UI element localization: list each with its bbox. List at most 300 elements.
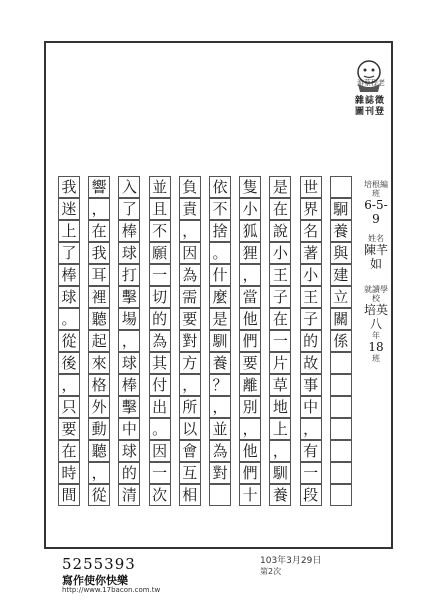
grid-cell bbox=[149, 220, 171, 242]
essay-char: 格 bbox=[91, 376, 107, 394]
essay-char: ， bbox=[212, 398, 228, 416]
grid-cell bbox=[88, 242, 110, 264]
essay-char: 是 bbox=[272, 178, 288, 196]
grid-cell bbox=[88, 264, 110, 286]
essay-column bbox=[88, 176, 110, 511]
grid-cell bbox=[88, 198, 110, 220]
essay-char: 對 bbox=[182, 332, 198, 350]
grid-cell bbox=[239, 484, 261, 506]
footer-brand: 寫作使你快樂 bbox=[62, 574, 128, 587]
essay-char: 願 bbox=[152, 244, 168, 262]
essay-char: 上 bbox=[61, 222, 77, 240]
grid-cell bbox=[330, 330, 352, 352]
grid-cell bbox=[239, 352, 261, 374]
grid-cell bbox=[179, 308, 201, 330]
grid-cell bbox=[149, 418, 171, 440]
essay-char: 了 bbox=[121, 200, 137, 218]
grid-cell bbox=[239, 198, 261, 220]
essay-char: 要 bbox=[242, 354, 258, 372]
grid-cell bbox=[58, 220, 80, 242]
essay-char: 負 bbox=[182, 178, 198, 196]
essay-char: 世 bbox=[303, 178, 319, 196]
essay-char: 故 bbox=[303, 354, 319, 372]
grid-cell bbox=[300, 462, 322, 484]
grid-cell bbox=[209, 330, 231, 352]
essay-writing-grid bbox=[58, 176, 358, 511]
grid-cell bbox=[269, 176, 291, 198]
grid-cell bbox=[330, 462, 352, 484]
essay-char: 子 bbox=[303, 310, 319, 328]
essay-column bbox=[300, 176, 322, 511]
grid-cell bbox=[300, 352, 322, 374]
essay-char: 棒 bbox=[61, 266, 77, 284]
grid-cell bbox=[58, 198, 80, 220]
grid-cell bbox=[239, 418, 261, 440]
grid-cell bbox=[149, 264, 171, 286]
essay-char: 相 bbox=[182, 486, 198, 504]
essay-char: 球 bbox=[121, 442, 137, 460]
essay-char: ， bbox=[303, 420, 319, 438]
essay-char: 上 bbox=[272, 420, 288, 438]
grid-cell bbox=[269, 352, 291, 374]
grid-cell bbox=[239, 264, 261, 286]
essay-char: 並 bbox=[212, 420, 228, 438]
grid-cell bbox=[118, 352, 140, 374]
essay-char: 球 bbox=[121, 354, 137, 372]
grid-cell bbox=[88, 286, 110, 308]
essay-char: 養 bbox=[272, 486, 288, 504]
essay-char: 一 bbox=[303, 464, 319, 482]
grid-cell bbox=[330, 418, 352, 440]
grid-cell bbox=[209, 308, 231, 330]
essay-column bbox=[179, 176, 201, 511]
essay-char: 王 bbox=[303, 288, 319, 306]
grid-cell bbox=[269, 462, 291, 484]
grid-cell bbox=[88, 374, 110, 396]
grid-cell bbox=[209, 352, 231, 374]
grid-cell bbox=[58, 264, 80, 286]
essay-char: 馴 bbox=[212, 332, 228, 350]
essay-char: 為 bbox=[182, 266, 198, 284]
grid-cell bbox=[179, 418, 201, 440]
essay-char: 在 bbox=[61, 442, 77, 460]
essay-char: 在 bbox=[91, 222, 107, 240]
grid-cell bbox=[88, 220, 110, 242]
essay-char: 球 bbox=[61, 288, 77, 306]
essay-char: 與 bbox=[333, 244, 349, 262]
grid-cell bbox=[58, 396, 80, 418]
grid-cell bbox=[58, 330, 80, 352]
essay-char: 地 bbox=[272, 398, 288, 416]
essay-char: 方 bbox=[182, 354, 198, 372]
essay-char: 間 bbox=[61, 486, 77, 504]
essay-char: 別 bbox=[242, 398, 258, 416]
essay-char: 中 bbox=[303, 398, 319, 416]
essay-char: 當 bbox=[242, 288, 258, 306]
essay-char: 對 bbox=[212, 464, 228, 482]
grid-cell bbox=[269, 242, 291, 264]
class-value: 6-5-9 bbox=[364, 198, 388, 226]
grid-cell bbox=[300, 396, 322, 418]
grid-cell bbox=[300, 308, 322, 330]
essay-char: 小 bbox=[272, 244, 288, 262]
grid-cell bbox=[58, 418, 80, 440]
essay-char: ， bbox=[91, 464, 107, 482]
grid-cell bbox=[179, 286, 201, 308]
grid-cell bbox=[239, 462, 261, 484]
grid-cell bbox=[209, 396, 231, 418]
grid-cell bbox=[330, 286, 352, 308]
stamp-caption: 游蔡程老 bbox=[357, 79, 385, 87]
stamp-title: 雜誌徵圖刊登 bbox=[354, 96, 385, 117]
grid-cell bbox=[269, 396, 291, 418]
essay-char: 他 bbox=[242, 442, 258, 460]
grid-cell bbox=[269, 374, 291, 396]
grid-cell bbox=[88, 176, 110, 198]
essay-char: 耳 bbox=[91, 266, 107, 284]
essay-char: 聽 bbox=[91, 442, 107, 460]
essay-char: 來 bbox=[91, 354, 107, 372]
essay-column bbox=[149, 176, 171, 511]
grid-cell bbox=[58, 286, 80, 308]
grid-cell bbox=[88, 352, 110, 374]
grid-cell bbox=[58, 352, 80, 374]
grid-cell bbox=[239, 308, 261, 330]
footer-date: 103年3月29日 bbox=[260, 556, 322, 566]
footer-code: 5255393 bbox=[62, 555, 136, 573]
grid-cell bbox=[179, 484, 201, 506]
grid-cell bbox=[330, 352, 352, 374]
grid-cell bbox=[209, 242, 231, 264]
essay-char: 迷 bbox=[61, 200, 77, 218]
grid-cell bbox=[149, 374, 171, 396]
essay-char: 場 bbox=[121, 310, 137, 328]
class-number: 18 bbox=[368, 340, 384, 354]
essay-char: 係 bbox=[333, 332, 349, 350]
grid-cell bbox=[118, 462, 140, 484]
grid-cell bbox=[269, 220, 291, 242]
student-info-column bbox=[362, 180, 390, 363]
grid-cell bbox=[118, 286, 140, 308]
grid-cell bbox=[269, 484, 291, 506]
essay-char: 聽 bbox=[91, 310, 107, 328]
essay-char: 事 bbox=[303, 376, 319, 394]
essay-char: 擊 bbox=[121, 288, 137, 306]
grid-cell bbox=[330, 484, 352, 506]
essay-char: 因 bbox=[152, 442, 168, 460]
grid-cell bbox=[300, 440, 322, 462]
essay-char: 裡 bbox=[91, 288, 107, 306]
grid-cell bbox=[149, 242, 171, 264]
grid-cell bbox=[239, 176, 261, 198]
grid-cell bbox=[149, 352, 171, 374]
essay-char: ？ bbox=[212, 376, 228, 394]
essay-char: 在 bbox=[272, 200, 288, 218]
grid-cell bbox=[239, 330, 261, 352]
essay-char: 出 bbox=[152, 398, 168, 416]
grid-cell bbox=[300, 484, 322, 506]
essay-char: 互 bbox=[182, 464, 198, 482]
essay-char: 不 bbox=[212, 200, 228, 218]
essay-char: 清 bbox=[121, 486, 137, 504]
grid-cell bbox=[179, 330, 201, 352]
grid-cell bbox=[239, 396, 261, 418]
grid-cell bbox=[179, 440, 201, 462]
essay-char: 說 bbox=[272, 222, 288, 240]
grid-cell bbox=[330, 440, 352, 462]
essay-char: ， bbox=[242, 420, 258, 438]
grid-cell bbox=[118, 220, 140, 242]
grid-cell bbox=[179, 198, 201, 220]
grid-cell bbox=[149, 286, 171, 308]
essay-char: 會 bbox=[182, 442, 198, 460]
essay-char: 名 bbox=[303, 222, 319, 240]
essay-char: 時 bbox=[61, 464, 77, 482]
essay-char: 在 bbox=[272, 310, 288, 328]
grid-cell bbox=[209, 374, 231, 396]
grid-cell bbox=[300, 418, 322, 440]
essay-char: 入 bbox=[121, 178, 137, 196]
grid-cell bbox=[209, 286, 231, 308]
essay-char: 從 bbox=[91, 486, 107, 504]
grid-cell bbox=[118, 198, 140, 220]
essay-char: 。 bbox=[61, 310, 77, 328]
essay-char: 不 bbox=[152, 222, 168, 240]
grid-cell bbox=[300, 374, 322, 396]
grid-cell bbox=[330, 396, 352, 418]
essay-char: 我 bbox=[61, 178, 77, 196]
essay-char: 養 bbox=[212, 354, 228, 372]
grid-cell bbox=[149, 198, 171, 220]
school-value: 培英 bbox=[363, 303, 388, 317]
grid-cell bbox=[149, 484, 171, 506]
essay-char: ， bbox=[242, 266, 258, 284]
essay-char: 小 bbox=[242, 200, 258, 218]
grid-cell bbox=[209, 220, 231, 242]
grid-cell bbox=[209, 440, 231, 462]
grid-cell bbox=[300, 264, 322, 286]
grid-cell bbox=[118, 242, 140, 264]
essay-char: 次 bbox=[152, 486, 168, 504]
grid-cell bbox=[149, 462, 171, 484]
essay-char: 一 bbox=[152, 266, 168, 284]
essay-char: 麼 bbox=[212, 288, 228, 306]
essay-char: 隻 bbox=[242, 178, 258, 196]
essay-char: 一 bbox=[272, 332, 288, 350]
essay-char: 以 bbox=[182, 420, 198, 438]
grid-cell bbox=[300, 198, 322, 220]
grid-cell bbox=[239, 242, 261, 264]
grid-cell bbox=[209, 484, 231, 506]
grid-cell bbox=[330, 176, 352, 198]
essay-char: 的 bbox=[303, 332, 319, 350]
essay-column bbox=[209, 176, 231, 511]
grid-cell bbox=[118, 308, 140, 330]
grid-cell bbox=[269, 198, 291, 220]
grid-cell bbox=[269, 418, 291, 440]
essay-char: 界 bbox=[303, 200, 319, 218]
essay-char: 責 bbox=[182, 200, 198, 218]
grid-cell bbox=[209, 176, 231, 198]
essay-char: 從 bbox=[61, 332, 77, 350]
essay-char: 建 bbox=[333, 266, 349, 284]
grid-cell bbox=[209, 418, 231, 440]
grid-cell bbox=[239, 440, 261, 462]
essay-char: 狸 bbox=[242, 244, 258, 262]
grid-cell bbox=[300, 330, 322, 352]
essay-char: 的 bbox=[121, 464, 137, 482]
grid-cell bbox=[58, 176, 80, 198]
grid-cell bbox=[269, 330, 291, 352]
grid-cell bbox=[58, 242, 80, 264]
essay-column bbox=[330, 176, 352, 511]
essay-char: 起 bbox=[91, 332, 107, 350]
grid-cell bbox=[179, 462, 201, 484]
essay-char: 駉 bbox=[333, 200, 349, 218]
grid-cell bbox=[88, 484, 110, 506]
essay-char: 打 bbox=[121, 266, 137, 284]
grid-cell bbox=[330, 374, 352, 396]
grid-cell bbox=[269, 286, 291, 308]
essay-char: 片 bbox=[272, 354, 288, 372]
grid-cell bbox=[118, 440, 140, 462]
essay-column bbox=[269, 176, 291, 511]
essay-char: 段 bbox=[303, 486, 319, 504]
essay-char: 著 bbox=[303, 244, 319, 262]
grid-cell bbox=[300, 286, 322, 308]
grid-cell bbox=[330, 308, 352, 330]
essay-column bbox=[239, 176, 261, 511]
essay-char: 們 bbox=[242, 332, 258, 350]
grid-cell bbox=[179, 374, 201, 396]
grid-cell bbox=[179, 220, 201, 242]
essay-char: 且 bbox=[152, 200, 168, 218]
essay-char: 依 bbox=[212, 178, 228, 196]
grid-cell bbox=[300, 242, 322, 264]
footer-page: 第2次 bbox=[260, 567, 282, 576]
essay-char: 了 bbox=[61, 244, 77, 262]
grid-cell bbox=[179, 352, 201, 374]
grid-cell bbox=[88, 440, 110, 462]
essay-char: ， bbox=[121, 332, 137, 350]
grid-cell bbox=[239, 286, 261, 308]
grid-cell bbox=[209, 264, 231, 286]
essay-char: 他 bbox=[242, 310, 258, 328]
essay-char: 並 bbox=[152, 178, 168, 196]
essay-char: 所 bbox=[182, 398, 198, 416]
grid-cell bbox=[58, 462, 80, 484]
essay-char: 付 bbox=[152, 376, 168, 394]
grid-cell bbox=[179, 242, 201, 264]
grade-value: 八 bbox=[369, 317, 382, 331]
essay-char: 有 bbox=[303, 442, 319, 460]
grid-cell bbox=[149, 308, 171, 330]
essay-char: 十 bbox=[242, 486, 258, 504]
grid-cell bbox=[330, 264, 352, 286]
grid-cell bbox=[209, 462, 231, 484]
essay-char: 一 bbox=[152, 464, 168, 482]
essay-char: 只 bbox=[61, 398, 77, 416]
essay-char: 其 bbox=[152, 354, 168, 372]
essay-char: 馴 bbox=[272, 464, 288, 482]
essay-char: 是 bbox=[212, 310, 228, 328]
essay-char: 後 bbox=[61, 354, 77, 372]
essay-char: 。 bbox=[212, 244, 228, 262]
essay-char: 我 bbox=[91, 244, 107, 262]
essay-column bbox=[58, 176, 80, 511]
essay-char: 球 bbox=[121, 244, 137, 262]
essay-char: 子 bbox=[272, 288, 288, 306]
grid-cell bbox=[118, 330, 140, 352]
essay-char: 的 bbox=[152, 310, 168, 328]
class-unit: 班 bbox=[372, 354, 380, 363]
essay-char: 要 bbox=[61, 420, 77, 438]
grid-cell bbox=[330, 198, 352, 220]
essay-char: ， bbox=[182, 376, 198, 394]
grid-cell bbox=[179, 264, 201, 286]
grid-cell bbox=[149, 176, 171, 198]
essay-char: ， bbox=[61, 376, 77, 394]
grid-cell bbox=[58, 440, 80, 462]
grid-cell bbox=[239, 374, 261, 396]
grid-cell bbox=[179, 176, 201, 198]
essay-char: 擊 bbox=[121, 398, 137, 416]
grid-cell bbox=[149, 396, 171, 418]
grid-cell bbox=[58, 374, 80, 396]
grid-cell bbox=[58, 484, 80, 506]
grid-cell bbox=[209, 198, 231, 220]
name-value: 陳芊如 bbox=[363, 243, 388, 271]
essay-char: 草 bbox=[272, 376, 288, 394]
essay-char: 狐 bbox=[242, 222, 258, 240]
essay-char: 。 bbox=[152, 420, 168, 438]
grid-cell bbox=[88, 418, 110, 440]
essay-char: 需 bbox=[182, 288, 198, 306]
essay-char: 關 bbox=[333, 310, 349, 328]
grid-cell bbox=[88, 308, 110, 330]
grid-cell bbox=[300, 176, 322, 198]
grid-cell bbox=[88, 330, 110, 352]
essay-char: ， bbox=[272, 442, 288, 460]
essay-char: 動 bbox=[91, 420, 107, 438]
essay-char: 們 bbox=[242, 464, 258, 482]
grid-cell bbox=[239, 220, 261, 242]
name-label: 姓名 bbox=[368, 234, 384, 243]
grid-cell bbox=[179, 396, 201, 418]
grid-cell bbox=[118, 484, 140, 506]
grid-cell bbox=[149, 330, 171, 352]
grid-cell bbox=[330, 242, 352, 264]
grid-cell bbox=[149, 440, 171, 462]
essay-column bbox=[118, 176, 140, 511]
grid-cell bbox=[118, 176, 140, 198]
grid-cell bbox=[300, 220, 322, 242]
essay-char: ， bbox=[91, 200, 107, 218]
essay-char: ， bbox=[182, 222, 198, 240]
essay-char: 養 bbox=[333, 222, 349, 240]
grid-cell bbox=[88, 396, 110, 418]
essay-char: 因 bbox=[182, 244, 198, 262]
essay-char: 立 bbox=[333, 288, 349, 306]
grid-cell bbox=[118, 418, 140, 440]
essay-char: 響 bbox=[91, 178, 107, 196]
essay-char: 切 bbox=[152, 288, 168, 306]
essay-char: 什 bbox=[212, 266, 228, 284]
grid-cell bbox=[118, 374, 140, 396]
essay-char: 棒 bbox=[121, 376, 137, 394]
essay-char: 王 bbox=[272, 266, 288, 284]
essay-char: 棒 bbox=[121, 222, 137, 240]
